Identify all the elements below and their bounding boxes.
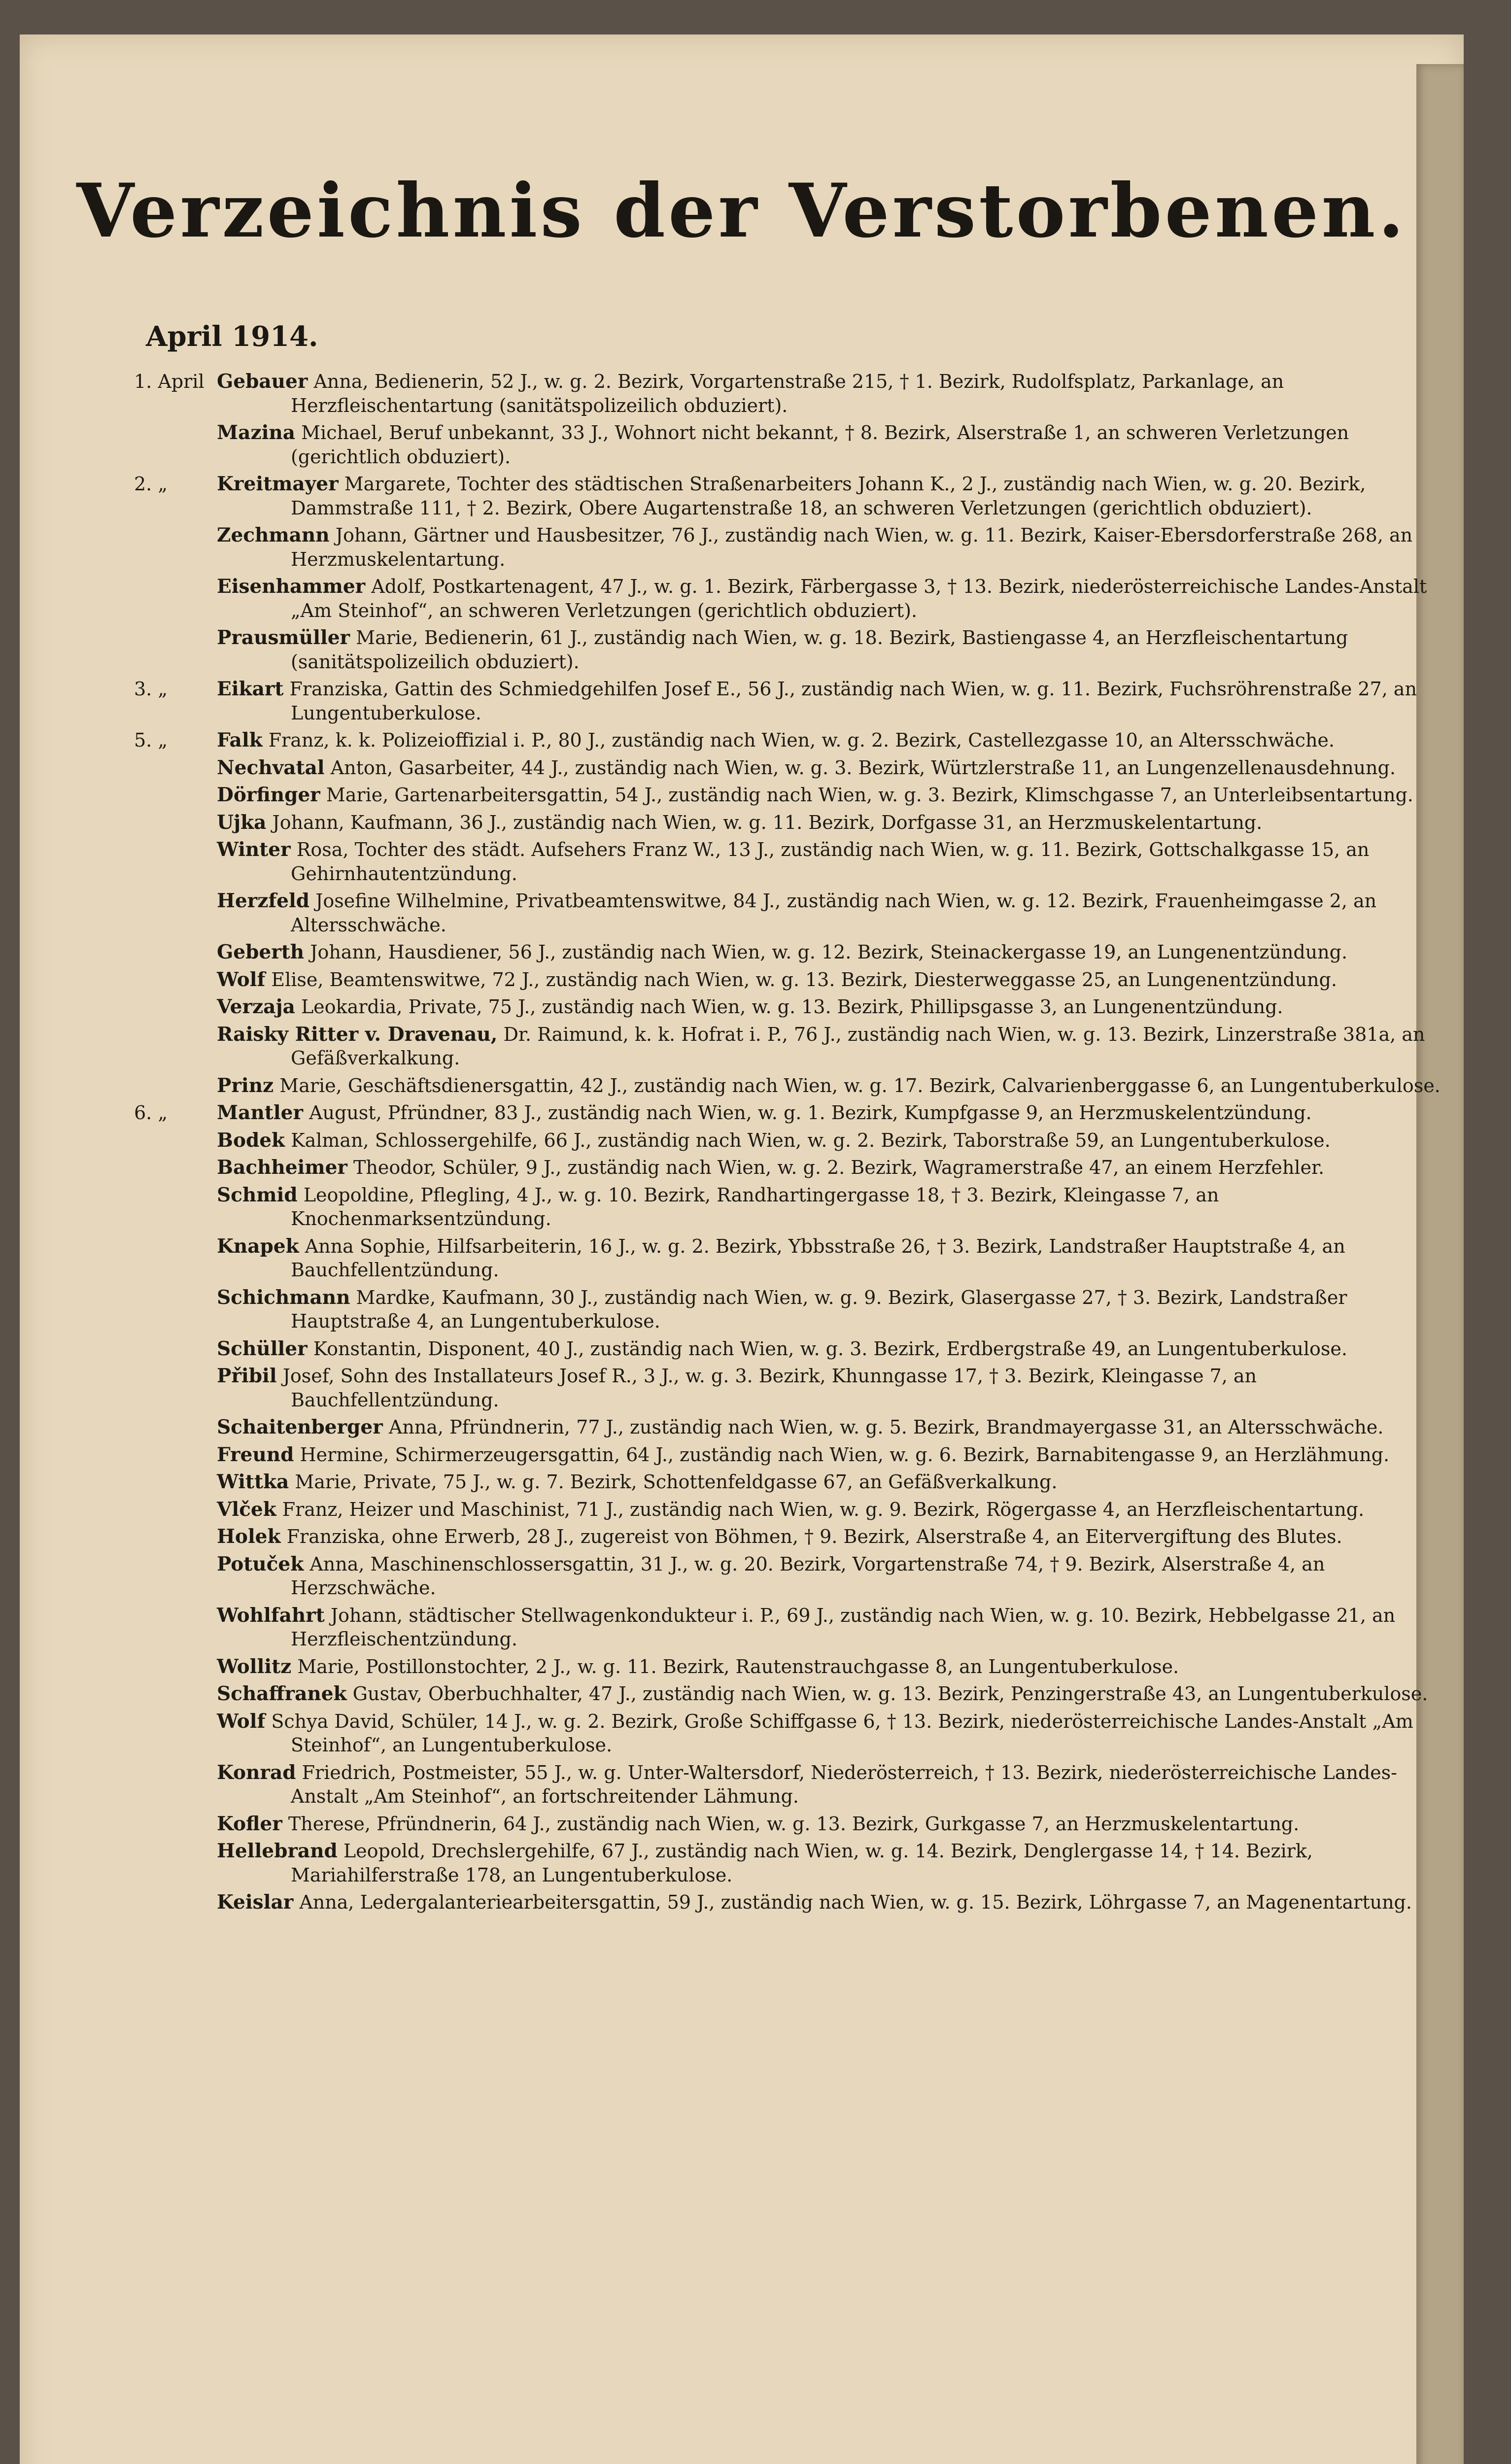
entry-details: Theodor, Schüler, 9 J., zuständig nach Wien, w. g. 2. Bezirk, Wagramerstraße 47, an einem Herzfehler.: [353, 1157, 1325, 1178]
entry-details: Mardke, Kaufmann, 30 J., zuständig nach Wien, w. g. 9. Bezirk, Glasergasse 27, † 3. Bezirk, Landstraßer Hauptstraße 4, an Lungentuberkulose.: [291, 1286, 1347, 1332]
entry-details: Adolf, Postkartenagent, 47 J., w. g. 1. Bezirk, Färbergasse 3, † 13. Bezirk, niederösterreichische Landes-Anstalt „Am Steinhof“, an schweren Verletzungen (gerichtlich obduziert).: [291, 576, 1427, 621]
entry-details: Rosa, Tochter des städt. Aufsehers Franz W., 13 J., zuständig nach Wien, w. g. 11. Bezirk, Gottschalkgasse 15, an Gehirnhautentzündung.: [291, 839, 1370, 885]
entry-details: Michael, Beruf unbekannt, 33 J., Wohnort nicht bekannt, † 8. Bezirk, Alserstraße 1, an schweren Verletzungen (gerichtlich obduziert).: [291, 422, 1349, 468]
entry-surname: Wollitz: [217, 1655, 292, 1678]
entry-details: Anton, Gasarbeiter, 44 J., zuständig nach Wien, w. g. 3. Bezirk, Würtzlerstraße 11, an Lungenzellenausdehnung.: [330, 756, 1396, 779]
entry-surname: Bachheimer: [217, 1156, 347, 1179]
list-item: [20, 968, 1464, 992]
entry-surname: Vlček: [217, 1498, 276, 1521]
entry-details: Leopold, Drechslergehilfe, 67 J., zuständig nach Wien, w. g. 14. Bezirk, Denglergasse 14, † 14. Bezirk, Mariahilferstraße 178, an Lungentuberkulose.: [291, 1840, 1313, 1886]
entry-details: Friedrich, Postmeister, 55 J., w. g. Unter-Waltersdorf, Niederösterreich, † 13. Bezirk, niederösterreichische Landes-Anstalt „Am Steinhof“, an fortschreitender Lähmung.: [291, 1761, 1397, 1807]
list-item: [20, 626, 1464, 674]
entry-surname: Hellebrand: [217, 1840, 338, 1862]
entry-surname: Gebauer: [217, 370, 308, 393]
list-item: [20, 995, 1464, 1019]
entry-surname: Verzaja: [217, 995, 295, 1018]
entry-details: Johann, Kaufmann, 36 J., zuständig nach Wien, w. g. 11. Bezirk, Dorfgasse 31, an Herzmuskelentartung.: [272, 811, 1263, 833]
entry-surname: Knapek: [217, 1234, 299, 1258]
entry-surname: Wohlfahrt: [217, 1604, 325, 1627]
list-item: [20, 1101, 1464, 1125]
entry-surname: Winter: [217, 838, 291, 861]
entry-details: Franziska, Gattin des Schmiedgehilfen Josef E., 56 J., zuständig nach Wien, w. g. 11. Bezirk, Fuchsröhrenstraße 27, an Lungentuberkulose.: [289, 678, 1417, 724]
entry-details: Marie, Bedienerin, 61 J., zuständig nach Wien, w. g. 18. Bezirk, Bastiengasse 4, an Herzfleischentartung (sanitätspolizeilich obduziert).: [291, 627, 1348, 673]
entry-surname: Bodek: [217, 1129, 285, 1152]
entry-details: Kalman, Schlossergehilfe, 66 J., zuständig nach Wien, w. g. 2. Bezirk, Taborstraße 59, an Lungentuberkulose.: [291, 1129, 1331, 1151]
list-item: [20, 575, 1464, 622]
list-item: [20, 1498, 1464, 1522]
list-item: [20, 1655, 1464, 1679]
entry-surname: Eikart: [217, 678, 284, 700]
list-item: [20, 1415, 1464, 1439]
entry-details: Marie, Private, 75 J., w. g. 7. Bezirk, Schottenfeldgasse 67, an Gefäßverkalkung.: [295, 1471, 1058, 1493]
entry-details: Konstantin, Disponent, 40 J., zuständig nach Wien, w. g. 3. Bezirk, Erdbergstraße 49, an Lungentuberkulose.: [313, 1337, 1347, 1360]
entry-surname: Schaitenberger: [217, 1416, 383, 1438]
entry-details: Gustav, Oberbuchhalter, 47 J., zuständig nach Wien, w. g. 13. Bezirk, Penzingerstraße 43, an Lungentuberkulose.: [352, 1683, 1428, 1705]
list-item: [20, 1761, 1464, 1809]
entry-date: 3. „: [134, 678, 168, 700]
list-item: [20, 1286, 1464, 1334]
entry-details: Anna, Ledergalanteriearbeitersgattin, 59 J., zuständig nach Wien, w. g. 15. Bezirk, Löhrgasse 7, an Magenentartung.: [299, 1891, 1412, 1913]
deceased-list: [20, 370, 1464, 1918]
entry-surname: Mantler: [217, 1101, 303, 1124]
list-item: [20, 1710, 1464, 1757]
entry-surname: Herzfeld: [217, 890, 310, 912]
list-item: [20, 1552, 1464, 1600]
list-item: [20, 728, 1464, 753]
entry-details: Dr. Raimund, k. k. Hofrat i. P., 76 J., zuständig nach Wien, w. g. 13. Bezirk, Linzerstraße 381a, an Gefäßverkalkung.: [291, 1023, 1425, 1069]
list-item: [20, 1129, 1464, 1153]
list-item: [20, 1525, 1464, 1549]
entry-details: Johann, Hausdiener, 56 J., zuständig nach Wien, w. g. 12. Bezirk, Steinackergasse 19, an Lungenentzündung.: [310, 941, 1348, 963]
list-item: [20, 472, 1464, 520]
list-item: [20, 1839, 1464, 1887]
entry-surname: Dörfinger: [217, 784, 320, 806]
entry-details: Anna, Maschinenschlossersgattin, 31 J., w. g. 20. Bezirk, Vorgartenstraße 74, † 9. Bezirk, Alserstraße 4, an Herzschwäche.: [291, 1553, 1325, 1599]
entry-details: Anna, Bedienerin, 52 J., w. g. 2. Bezirk, Vorgartenstraße 215, † 1. Bezirk, Rudolfsplatz, Parkanlage, an Herzfleischentartung (sanitätspolizeilich obduziert).: [291, 371, 1284, 416]
entry-surname: Prinz: [217, 1074, 274, 1097]
document-page: [20, 34, 1464, 2464]
entry-details: Anna Sophie, Hilfsarbeiterin, 16 J., w. g. 2. Bezirk, Ybbsstraße 26, † 3. Bezirk, Landstraßer Hauptstraße 4, an Bauchfellentzündung.: [291, 1235, 1345, 1281]
entry-surname: Keislar: [217, 1891, 294, 1914]
entry-details: Margarete, Tochter des städtischen Straßenarbeiters Johann K., 2 J., zuständig nach Wien, w. g. 20. Bezirk, Dammstraße 111, † 2. Bezirk, Obere Augartenstraße 18, an schweren Verletzungen (gerichtlich obduziert).: [291, 473, 1366, 519]
entry-surname: Schaffranek: [217, 1682, 347, 1705]
entry-details: Leopoldine, Pflegling, 4 J., w. g. 10. Bezirk, Randhartingergasse 18, † 3. Bezirk, Kleingasse 7, an Knochenmarksentzündung.: [291, 1184, 1219, 1230]
entry-surname: Mazina: [217, 421, 296, 444]
entry-details: Josef, Sohn des Installateurs Josef R., 3 J., w. g. 3. Bezirk, Khunngasse 17, † 3. Bezirk, Kleingasse 7, an Bauchfellentzündung.: [282, 1365, 1257, 1411]
entry-surname: Wolf: [217, 968, 266, 991]
entry-details: Franziska, ohne Erwerb, 28 J., zugereist von Böhmen, † 9. Bezirk, Alserstraße 4, an Eitervergiftung des Blutes.: [286, 1526, 1342, 1547]
entry-details: Franz, k. k. Polizeioffizial i. P., 80 J., zuständig nach Wien, w. g. 2. Bezirk, Castellezgasse 10, an Altersschwäche.: [268, 729, 1335, 751]
entry-details: Hermine, Schirmerzeugersgattin, 64 J., zuständig nach Wien, w. g. 6. Bezirk, Barnabitengasse 9, an Herzlähmung.: [300, 1443, 1390, 1466]
list-item: [20, 1337, 1464, 1361]
list-item: [20, 783, 1464, 807]
entry-details: Leokardia, Private, 75 J., zuständig nach Wien, w. g. 13. Bezirk, Phillipsgasse 3, an Lungenentzündung.: [301, 996, 1283, 1018]
entry-surname: Holek: [217, 1525, 281, 1548]
entry-surname: Raisky Ritter v. Dravenau,: [217, 1023, 498, 1046]
list-item: [20, 677, 1464, 725]
entry-surname: Falk: [217, 729, 263, 752]
entry-surname: Schichmann: [217, 1286, 350, 1309]
entry-date: 2. „: [134, 473, 168, 495]
list-item: [20, 1604, 1464, 1651]
list-item: [20, 1682, 1464, 1706]
entry-details: Elise, Beamtenswitwe, 72 J., zuständig nach Wien, w. g. 13. Bezirk, Diesterweggasse 25, an Lungenentzündung.: [271, 968, 1337, 991]
list-item: [20, 370, 1464, 417]
list-item: [20, 940, 1464, 964]
list-item: [20, 1812, 1464, 1836]
entry-details: Marie, Geschäftsdienersgattin, 42 J., zuständig nach Wien, w. g. 17. Bezirk, Calvarienberggasse 6, an Lungentuberkulose.: [279, 1074, 1441, 1096]
entry-details: Anna, Pfründnerin, 77 J., zuständig nach Wien, w. g. 5. Bezirk, Brandmayergasse 31, an Altersschwäche.: [388, 1416, 1384, 1438]
list-item: [20, 756, 1464, 780]
entry-details: Marie, Postillonstochter, 2 J., w. g. 11. Bezirk, Rautenstrauchgasse 8, an Lungentuberkulose.: [297, 1655, 1179, 1677]
entry-date: 6. „: [134, 1102, 168, 1124]
entry-details: Johann, Gärtner und Hausbesitzer, 76 J., zuständig nach Wien, w. g. 11. Bezirk, Kaiser-Ebersdorferstraße 268, an Herzmuskelentartung.: [291, 524, 1413, 570]
page-title: Verzeichnis der Verstorbenen.: [76, 168, 1407, 254]
entry-details: August, Pfründner, 83 J., zuständig nach Wien, w. g. 1. Bezirk, Kumpfgasse 9, an Herzmuskelentzündung.: [309, 1102, 1312, 1124]
list-item: [20, 1890, 1464, 1915]
entry-surname: Kreitmayer: [217, 473, 339, 495]
entry-surname: Wolf: [217, 1710, 266, 1733]
list-item: [20, 1443, 1464, 1467]
entry-surname: Potuček: [217, 1552, 304, 1575]
entry-details: Marie, Gartenarbeitersgattin, 54 J., zuständig nach Wien, w. g. 3. Bezirk, Klimschgasse 7, an Unterleibsentartung.: [326, 784, 1413, 806]
list-item: [20, 811, 1464, 835]
entry-details: Johann, städtischer Stellwagenkondukteur i. P., 69 J., zuständig nach Wien, w. g. 10. Bezirk, Hebbelgasse 21, an Herzfleischentzündung.: [291, 1604, 1396, 1650]
entry-surname: Schmid: [217, 1183, 298, 1206]
list-item: [20, 523, 1464, 571]
list-item: [20, 1156, 1464, 1180]
entry-details: Franz, Heizer und Maschinist, 71 J., zuständig nach Wien, w. g. 9. Bezirk, Rögergasse 4, an Herzfleischentartung.: [282, 1498, 1365, 1520]
month-heading: April 1914.: [146, 320, 318, 353]
list-item: [20, 1183, 1464, 1231]
entry-surname: Ujka: [217, 811, 267, 834]
entry-details: Schya David, Schüler, 14 J., w. g. 2. Bezirk, Große Schiffgasse 6, † 13. Bezirk, niederösterreichische Landes-Anstalt „Am Steinhof“, an Lungentuberkulose.: [271, 1710, 1413, 1756]
list-item: [20, 1364, 1464, 1412]
list-item: [20, 1470, 1464, 1494]
entry-surname: Přibil: [217, 1365, 277, 1387]
entry-surname: Freund: [217, 1443, 294, 1466]
entry-surname: Prausmüller: [217, 626, 350, 649]
entry-surname: Wittka: [217, 1471, 289, 1493]
entry-surname: Eisenhammer: [217, 575, 366, 598]
entry-surname: Nechvatal: [217, 756, 325, 779]
entry-surname: Geberth: [217, 941, 305, 963]
entry-details: Therese, Pfründnerin, 64 J., zuständig nach Wien, w. g. 13. Bezirk, Gurkgasse 7, an Herzmuskelentartung.: [288, 1813, 1300, 1835]
list-item: [20, 838, 1464, 886]
list-item: [20, 1234, 1464, 1282]
list-item: [20, 1023, 1464, 1070]
entry-surname: Konrad: [217, 1761, 296, 1784]
entry-details: Josefine Wilhelmine, Privatbeamtenswitwe, 84 J., zuständig nach Wien, w. g. 12. Bezirk, Frauenheimgasse 2, an Altersschwäche.: [291, 890, 1377, 936]
entry-date: 1. April: [134, 371, 205, 392]
list-item: [20, 1074, 1464, 1098]
entry-surname: Schüller: [217, 1337, 308, 1360]
list-item: [20, 889, 1464, 937]
entry-surname: Kofler: [217, 1812, 282, 1835]
list-item: [20, 421, 1464, 469]
entry-surname: Zechmann: [217, 524, 330, 547]
entry-date: 5. „: [134, 729, 168, 751]
